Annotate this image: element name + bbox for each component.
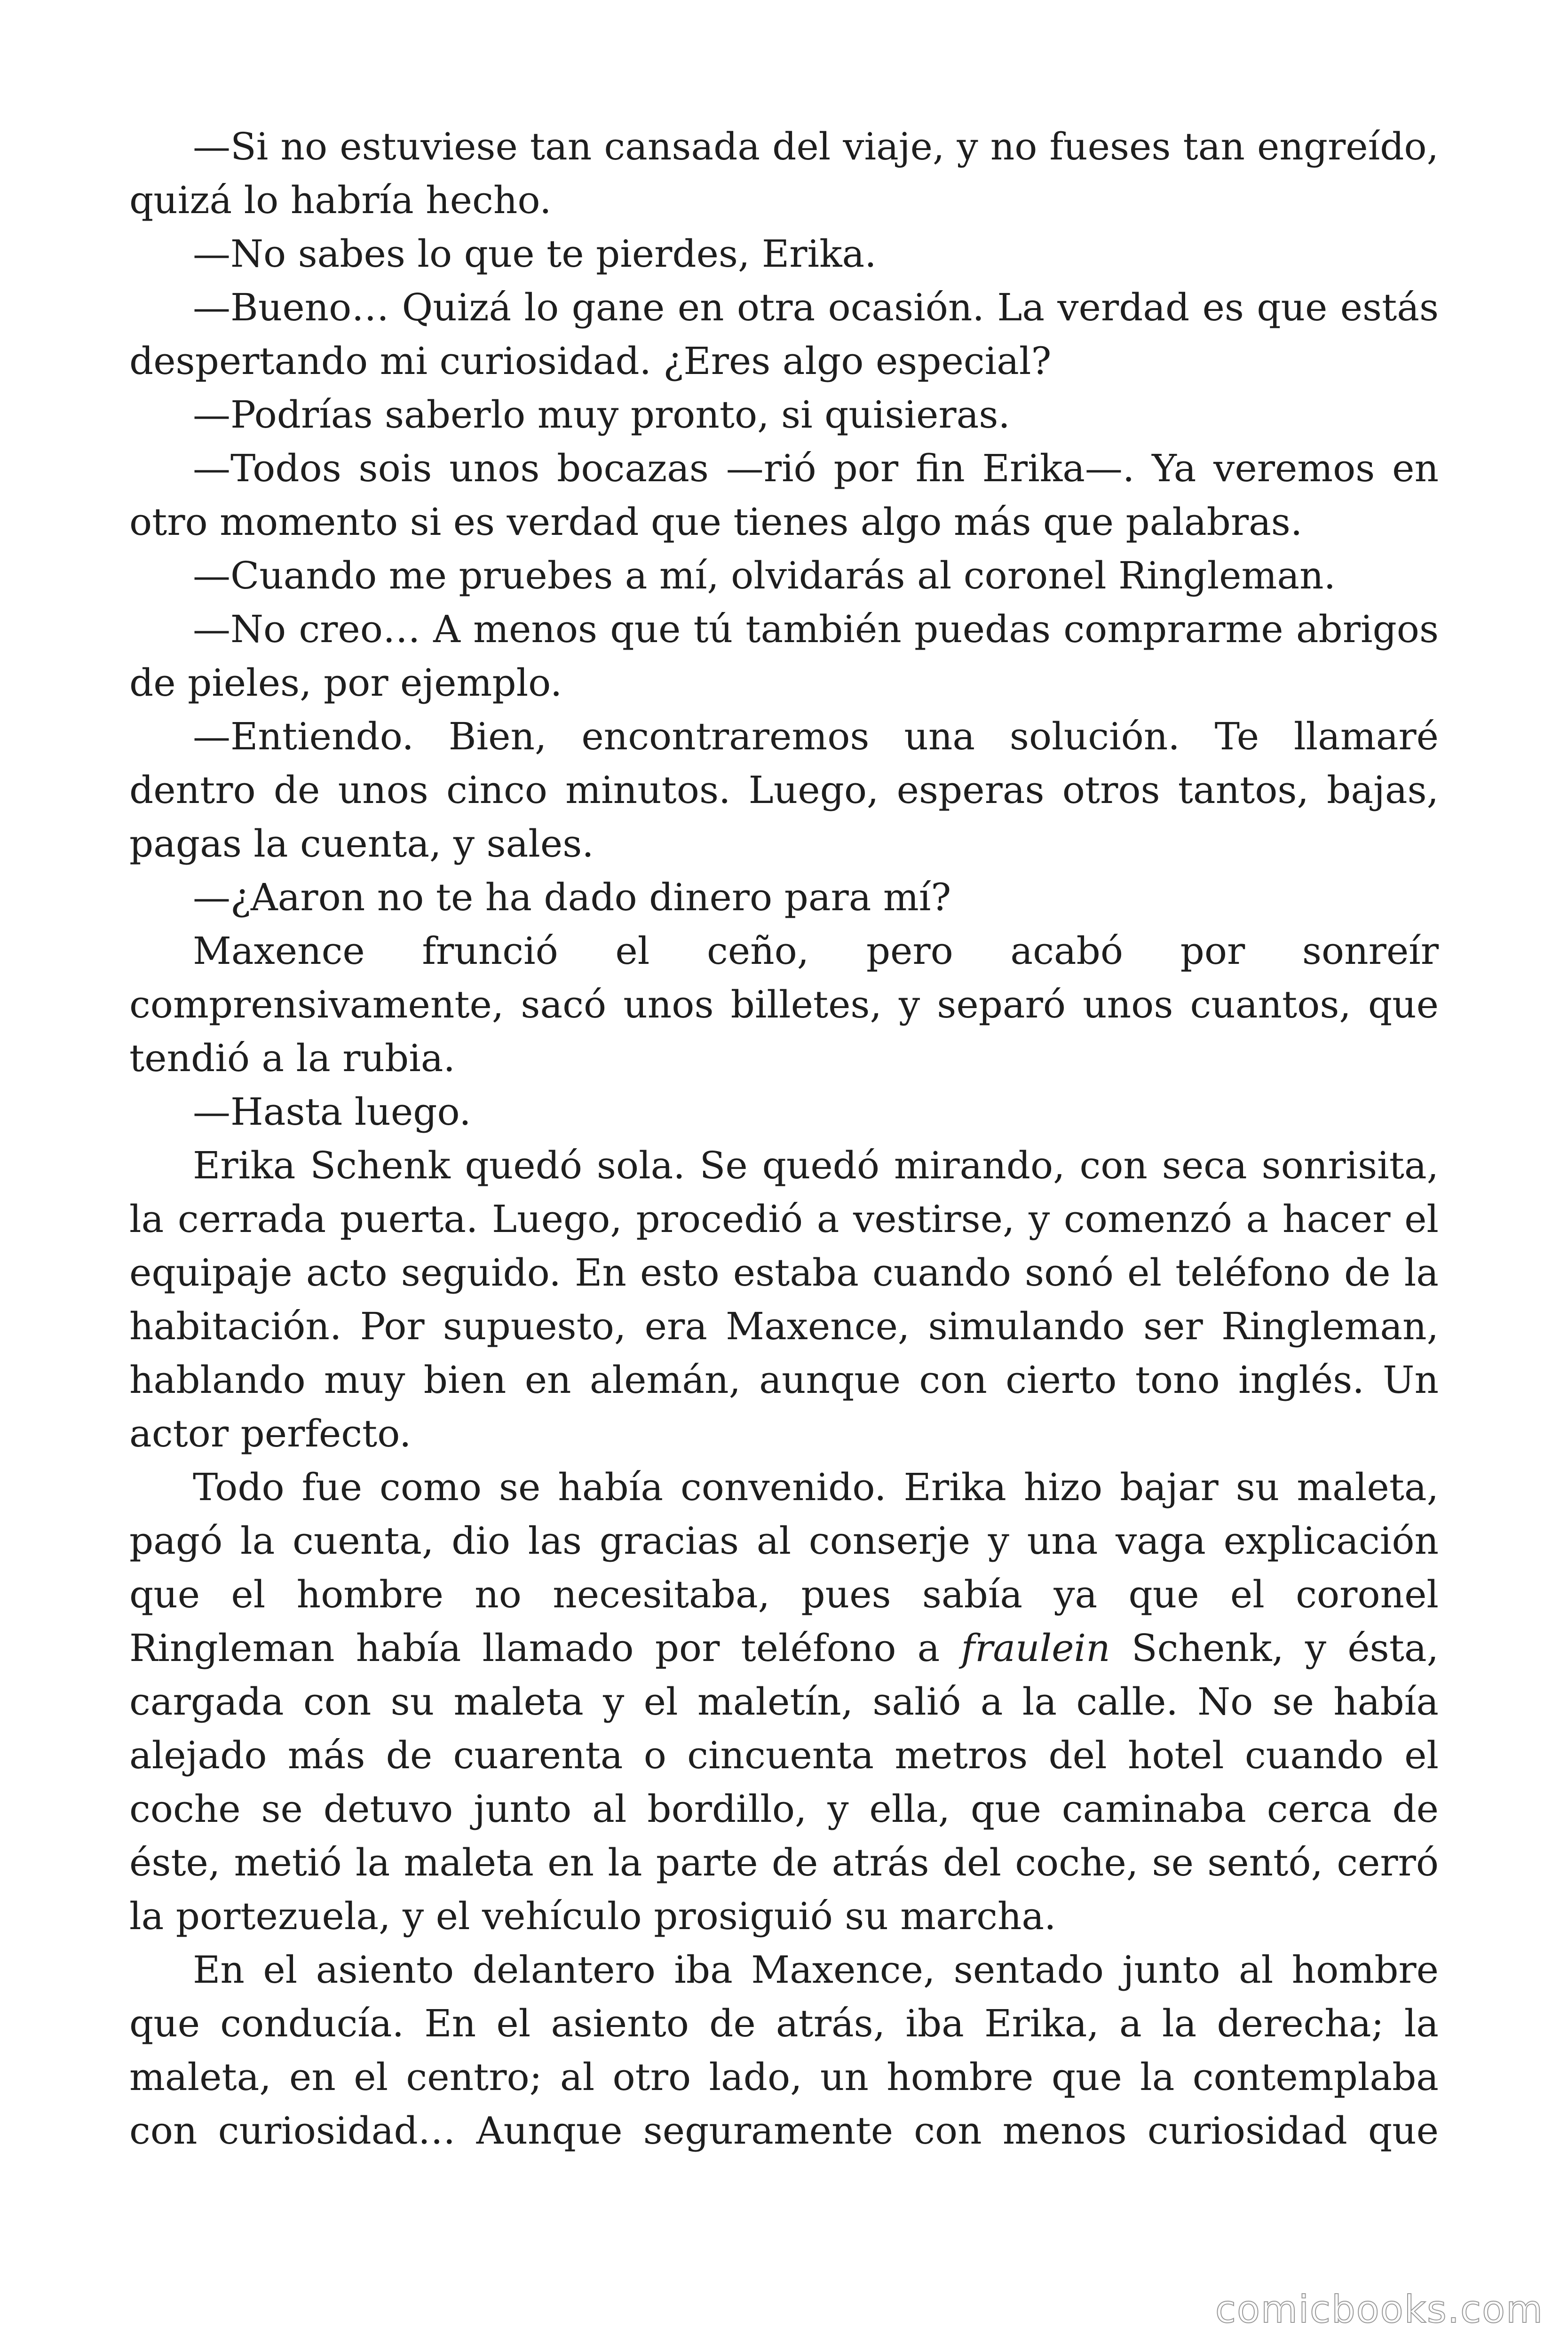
italic-word: fraulein — [961, 1626, 1110, 1670]
paragraph-6: —Cuando me pruebes a mí, olvidarás al coronel Ringleman. — [193, 554, 1336, 597]
paragraph-10: Maxence frunció el ceño, pero acabó por sonreír comprensivamente, sacó unos billetes, y separó unos cuantos, que tendió a la rubia. — [129, 929, 1439, 1080]
paragraph-13 — [129, 1461, 1439, 1943]
paragraph-13-after: Schenk, y ésta, cargada con su maleta y el maletín, salió a la calle. No se había alejado más de cuarenta o cincuenta metros del hotel cuando el coche se detuvo junto al bordillo, y ella, que caminaba cerca de éste, metió la maleta en la parte de atrás del coche, se sentó, cerró la portezuela, y el vehículo prosiguió su marcha. — [129, 1626, 1439, 1938]
paragraph-13-before: Todo fue como se había convenido. Erika hizo bajar su maleta, pagó la cuenta, dio las gracias al conserje y una vaga explicación que el hombre no necesitaba, pues sabía ya que el coronel Ringleman había llamado por teléfono a — [129, 1465, 1439, 1670]
paragraph-5: —Todos sois unos bocazas —rió por fin Erika—. Ya veremos en otro momento si es verdad que tienes algo más que palabras. — [129, 446, 1439, 544]
page-text — [129, 120, 1439, 2158]
paragraph-3: —Bueno… Quizá lo gane en otra ocasión. La verdad es que estás despertando mi curiosidad. ¿Eres algo especial? — [129, 286, 1439, 383]
watermark: comicbooks.com — [1215, 2288, 1544, 2331]
paragraph-11: —Hasta luego. — [193, 1090, 471, 1134]
paragraph-2: —No sabes lo que te pierdes, Erika. — [193, 232, 877, 276]
paragraph-9: —¿Aaron no te ha dado dinero para mí? — [193, 875, 951, 919]
paragraph-12: Erika Schenk quedó sola. Se quedó mirando, con seca sonrisita, la cerrada puerta. Luego, procedió a vestirse, y comenzó a hacer el equipaje acto seguido. En esto estaba cuando sonó el teléfono de la habitación. Por supuesto, era Maxence, simulando ser Ringleman, hablando muy bien en alemán, aunque con cierto tono inglés. Un actor perfecto. — [129, 1144, 1439, 1455]
paragraph-1: —Si no estuviese tan cansada del viaje, y no fueses tan engreído, quizá lo habría hecho. — [129, 125, 1439, 222]
paragraph-4: —Podrías saberlo muy pronto, si quisieras. — [193, 393, 1010, 437]
paragraph-8: —Entiendo. Bien, encontraremos una solución. Te llamaré dentro de unos cinco minutos. Luego, esperas otros tantos, bajas, pagas la cuenta, y sales. — [129, 715, 1439, 866]
paragraph-7: —No creo… A menos que tú también puedas comprarme abrigos de pieles, por ejemplo. — [129, 607, 1439, 705]
paragraph-14: En el asiento delantero iba Maxence, sentado junto al hombre que conducía. En el asiento de atrás, iba Erika, a la derecha; la maleta, en el centro; al otro lado, un hombre que la contemplaba con curiosidad… Aunque seguramente con menos curiosidad que — [129, 1948, 1439, 2153]
